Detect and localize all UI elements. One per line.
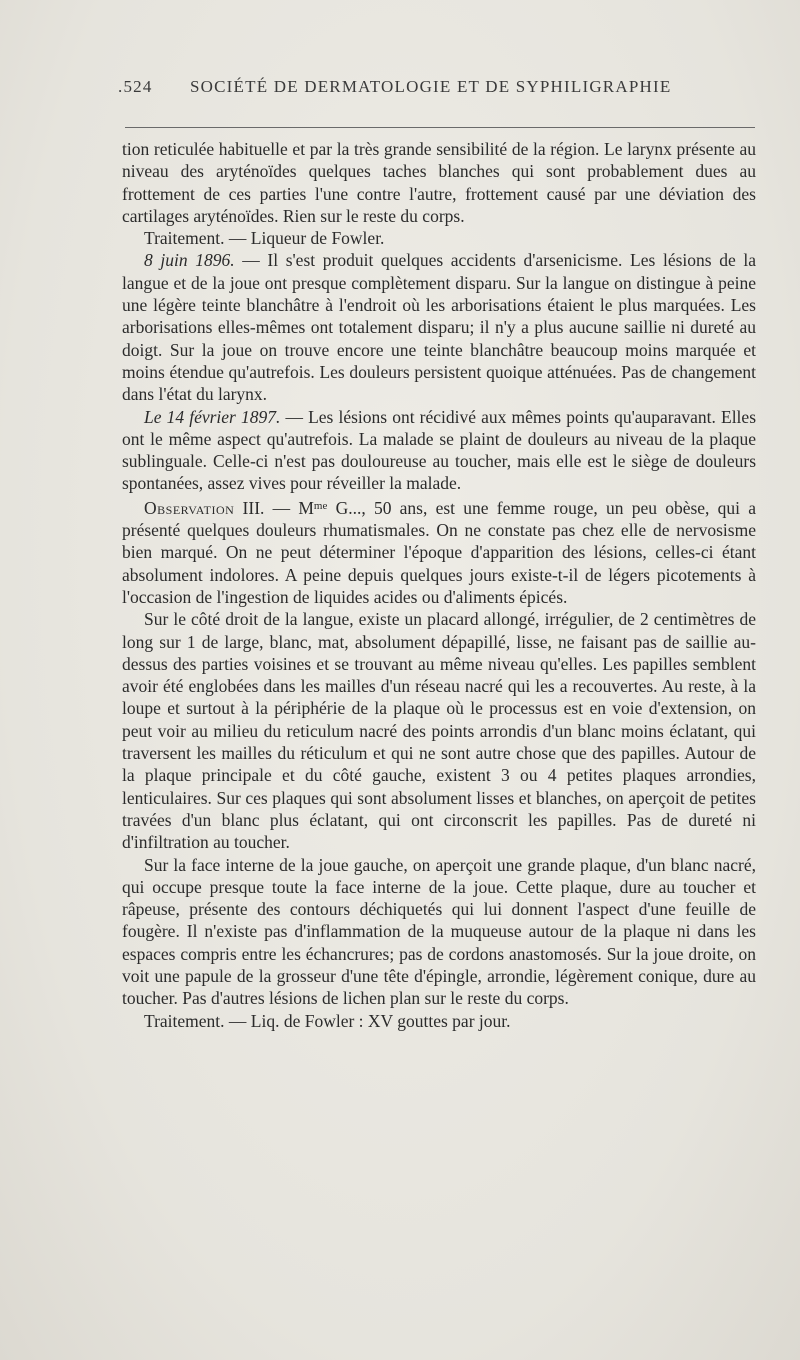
header-rule: [125, 127, 755, 128]
page-number: .524: [118, 77, 153, 96]
paragraph-tongue: Sur le côté droit de la langue, existe un placard allongé, irrégulier, de 2 centimètres de long sur 1 de large, blanc, mat, absolument dépapillé, lisse, ne faisant pas de saillie au-dessus des parties voisines et se trouvant au même niveau qu'elles. Les papilles semblent avoir été englobées dans les mailles d'un réseau nacré qui les a recouvertes. Au reste, à la loupe et surtout à la périphérie de la plaque où le processus est en voie d'extension, on peut voir au milieu du reticulum nacré des points arrondis d'un blanc moins éclatant, qui traversent les mailles du réticulum et qui ne sont autre chose que des papilles. Autour de la plaque principale et du côté gauche, existent 3 ou 4 petites plaques arrondies, lenticulaires. Sur ces plaques qui sont absolument lisses et blanches, on aperçoit de petites travées d'un blanc plus éclatant, qui ont circonscrit les papilles. Pas de dureté ni d'infiltration au toucher.: [122, 609, 756, 853]
paragraph-june-1896: [122, 249, 756, 405]
running-head: [118, 77, 758, 105]
paragraph-treatment-final: Traitement. — Liq. de Fowler : XV gouttes par jour.: [144, 1010, 511, 1031]
paragraph-observation-iii: [122, 495, 756, 608]
paragraph-continuation: tion reticulée habituelle et par la très grande sensibilité de la région. Le larynx présente au niveau des aryténoïdes quelques taches blanches qui sont probablement dues au frottement de ces parties l'une contre l'autre, frottement causé par une déviation des cartilages aryténoïdes. Rien sur le reste du corps.: [122, 139, 756, 226]
running-head-title: SOCIÉTÉ DE DERMATOLOGIE ET DE SYPHILIGRAPHIE: [190, 77, 672, 96]
paragraph-february-1897: [122, 406, 756, 495]
observation-number: III. — M: [234, 497, 314, 518]
paragraph-february-1897-text: — Les lésions ont récidivé aux mêmes points qu'auparavant. Elles ont le même aspect qu'autrefois. La malade se plaint de douleurs au niveau de la plaque sublinguale. Celle-ci n'est pas douloureuse au toucher, mais elle est le siège de douleurs spontanées, assez vives pour réveiller la malade.: [122, 406, 756, 494]
paragraph-june-1896-text: — Il s'est produit quelques accidents d'arsenicisme. Les lésions de la langue et de la joue ont presque complètement disparu. Sur la langue on distingue à peine une légère teinte blanchâtre à l'endroit où les arborisations étaient le plus marquées. Les arborisations elles-mêmes ont totalement disparu; il n'y a plus aucune saillie ni dureté au doigt. Sur la joue on trouve encore une teinte blanchâtre beaucoup moins marquée et moins étendue qu'autrefois. Les douleurs persistent quoique atténuées. Pas de changement dans l'état du larynx.: [122, 250, 756, 405]
date-february-1897: Le 14 février 1897.: [144, 406, 281, 427]
date-june-1896: 8 juin 1896.: [144, 250, 235, 271]
paragraph-treatment: Traitement. — Liqueur de Fowler.: [144, 228, 385, 249]
observation-label: Observation: [144, 497, 235, 518]
body-text: [122, 138, 756, 1032]
observation-text: G..., 50 ans, est une femme rouge, un peu obèse, qui a présenté quelques douleurs rhumatismales. On ne constate pas chez elle de nervosisme bien marqué. On ne peut déterminer l'époque d'apparition des lésions, celles-ci étant absolument indolores. A peine depuis quelques jours existe-t-il de légers picotements à l'occasion de l'ingestion de liquides acides ou d'aliments épicés.: [122, 497, 756, 607]
paragraph-cheek: Sur la face interne de la joue gauche, on aperçoit une grande plaque, d'un blanc nacré, qui occupe presque toute la face interne de la joue. Cette plaque, dure au toucher et râpeuse, présente des contours déchiquetés qui lui donnent l'aspect d'une feuille de fougère. Il n'existe pas d'inflammation de la muqueuse autour de la plaque ni dans les espaces compris entre les échancrures; pas de cordons anastomosés. Sur la joue droite, on voit une papule de la grosseur d'une tête d'épingle, arrondie, légèrement conique, dure au toucher. Pas d'autres lésions de lichen plan sur le reste du corps.: [122, 854, 756, 1009]
observation-title-sup: me: [313, 499, 328, 512]
